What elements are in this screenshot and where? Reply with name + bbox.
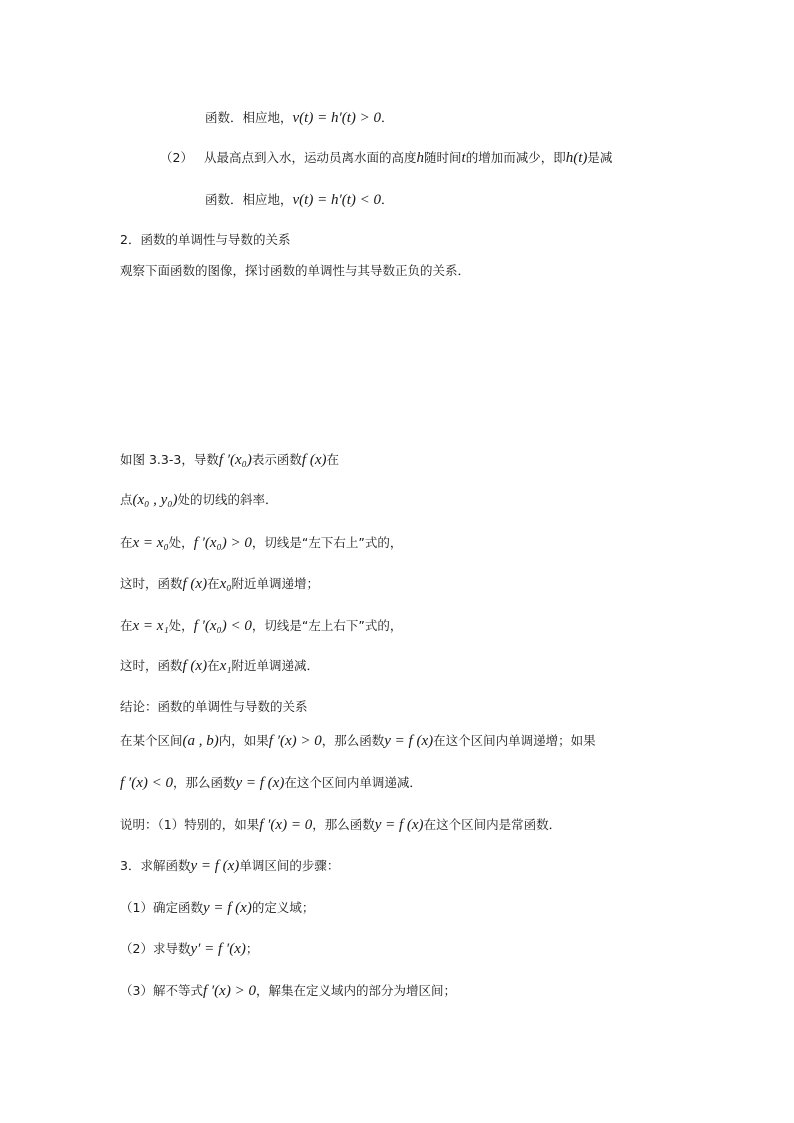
text: 处， bbox=[168, 535, 194, 550]
formula: (x₀ , y₀) bbox=[132, 492, 178, 508]
text: ，切线是“左下右上”式的， bbox=[251, 535, 403, 550]
line-15 bbox=[120, 816, 561, 834]
conclusion-heading bbox=[120, 698, 308, 716]
formula: x = x₁ bbox=[132, 618, 169, 634]
text: 在某个区间 bbox=[120, 733, 183, 748]
line-6 bbox=[120, 451, 339, 469]
formula: x₀ bbox=[219, 576, 232, 592]
text: 在 bbox=[326, 452, 339, 467]
line-3 bbox=[205, 191, 394, 209]
text: 2．函数的单调性与导数的关系 bbox=[120, 232, 291, 247]
text: 说明：（1）特别的，如果 bbox=[120, 817, 260, 832]
step-2 bbox=[120, 940, 258, 958]
text: 观察下面函数的图像，探讨函数的单调性与其导数正负的关系． bbox=[120, 263, 471, 278]
text: 这时，函数 bbox=[120, 658, 183, 673]
line-11 bbox=[120, 657, 319, 675]
text: 这时，函数 bbox=[120, 576, 183, 591]
formula: f (x) bbox=[182, 576, 208, 592]
formula: y = f (x) bbox=[235, 775, 285, 791]
text: ，切线是“左上右下”式的， bbox=[251, 618, 403, 633]
text: （3）解不等式 bbox=[120, 983, 203, 998]
text: 在这个区间内单调递减． bbox=[284, 775, 422, 790]
formula: f ′(x₀) > 0 bbox=[193, 535, 252, 551]
text: 表示函数 bbox=[251, 452, 302, 467]
text: 在这个区间内是常函数． bbox=[423, 817, 562, 832]
item-number: （2） bbox=[160, 150, 193, 165]
text: 单调区间的步骤： bbox=[239, 858, 340, 873]
text: 3．求解函数 bbox=[120, 858, 191, 873]
formula: h bbox=[416, 150, 425, 166]
line-5 bbox=[120, 262, 470, 280]
text: 在 bbox=[207, 576, 220, 591]
text: 附近单调递增； bbox=[231, 576, 319, 591]
formula: x₁ bbox=[219, 658, 232, 674]
step-1 bbox=[120, 899, 314, 917]
text: 在 bbox=[120, 535, 133, 550]
text: 是减 bbox=[587, 150, 613, 165]
text: ，解集在定义域内的部分为增区间； bbox=[255, 983, 456, 998]
text: 在这个区间内单调递增；如果 bbox=[433, 733, 596, 748]
formula: y′ = f ′(x) bbox=[190, 941, 246, 957]
formula: f (x) bbox=[182, 658, 208, 674]
text: 在 bbox=[207, 658, 220, 673]
text: 结论：函数的单调性与导数的关系 bbox=[120, 699, 308, 714]
formula: f ′(x) = 0 bbox=[259, 817, 313, 833]
text: 在 bbox=[120, 618, 133, 633]
formula: f ′(x) > 0 bbox=[202, 983, 256, 999]
formula: f ′(x₀) bbox=[218, 452, 252, 468]
formula: v(t) = h′(t) < 0 bbox=[292, 192, 382, 208]
text: ． bbox=[381, 110, 394, 125]
text: 如图 3.3-3，导数 bbox=[120, 452, 219, 467]
formula: y = f (x) bbox=[374, 817, 424, 833]
formula: t bbox=[461, 150, 466, 166]
text: 从最高点到入水，运动员离水面的高度 bbox=[204, 150, 417, 165]
text: 内，如果 bbox=[218, 733, 269, 748]
formula: v(t) = h′(t) > 0 bbox=[292, 110, 382, 126]
line-9 bbox=[120, 575, 319, 593]
text: （2）求导数 bbox=[120, 941, 191, 956]
text: ； bbox=[245, 941, 259, 956]
line-10 bbox=[120, 617, 402, 635]
line-1 bbox=[205, 109, 394, 127]
formula: h(t) bbox=[565, 150, 588, 166]
text: 随时间 bbox=[424, 150, 462, 165]
formula: (a , b) bbox=[182, 733, 219, 749]
text: 处的切线的斜率． bbox=[177, 492, 278, 507]
formula: y = f (x) bbox=[202, 900, 252, 916]
line-14 bbox=[120, 774, 422, 792]
text: 处， bbox=[168, 618, 194, 633]
formula: f ′(x) > 0 bbox=[268, 733, 322, 749]
formula: f ′(x₀) < 0 bbox=[193, 618, 252, 634]
step-3 bbox=[120, 982, 456, 1000]
text: （1）确定函数 bbox=[120, 900, 203, 915]
line-8 bbox=[120, 534, 402, 552]
line-2 bbox=[160, 149, 612, 167]
text: ，那么函数 bbox=[321, 733, 385, 748]
text: 函数．相应地， bbox=[205, 192, 293, 207]
section-heading bbox=[120, 231, 290, 249]
text: ，那么函数 bbox=[312, 817, 375, 832]
text: 点 bbox=[120, 492, 133, 507]
formula: x = x₀ bbox=[132, 535, 169, 551]
text: 的增加而减少，即 bbox=[465, 150, 566, 165]
text: 附近单调递减． bbox=[231, 658, 319, 673]
text: ，那么函数 bbox=[172, 775, 236, 790]
text: 函数．相应地， bbox=[205, 110, 293, 125]
formula: f (x) bbox=[301, 452, 327, 468]
section-heading-3 bbox=[120, 857, 339, 875]
formula: f ′(x) < 0 bbox=[120, 775, 173, 791]
text: ． bbox=[381, 192, 394, 207]
formula: y = f (x) bbox=[190, 858, 240, 874]
text: 的定义域； bbox=[251, 900, 315, 915]
formula: y = f (x) bbox=[384, 733, 434, 749]
line-7 bbox=[120, 491, 278, 509]
line-13 bbox=[120, 732, 596, 750]
